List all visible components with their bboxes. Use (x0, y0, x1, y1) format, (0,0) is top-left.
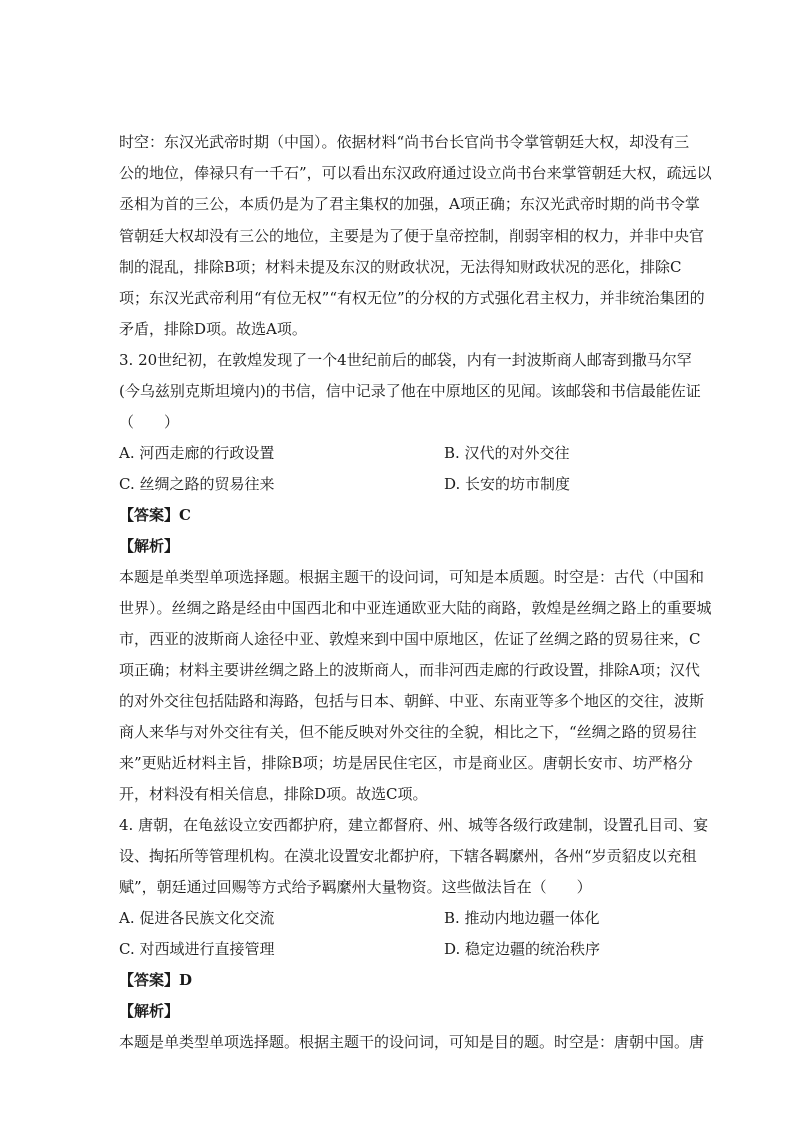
question-3-analysis-label: 【解析】 (119, 537, 180, 555)
question-4-option-d: D. 稳定边疆的统治秩序 (444, 940, 601, 958)
text-line: 矛盾，排除D项。故选A项。 (119, 320, 307, 338)
question-3-analysis: 本题是单类型单项选择题。根据主题干的设问词，可知是本质题。时空是：古代（中国和 (119, 568, 705, 586)
question-3-analysis: 开，材料没有相关信息，排除D项。故选C项。 (119, 785, 428, 803)
question-3-analysis: 世界）。丝绸之路是经由中国西北和中亚连通欧亚大陆的商路，敦煌是丝绸之路上的重要城 (119, 599, 712, 617)
question-4-option-a: A. 促进各民族文化交流 (119, 909, 275, 927)
text-line: 制的混乱，排除B项；材料未提及东汉的财政状况，无法得知财政状况的恶化，排除C (119, 258, 682, 276)
text-line: 管朝廷大权却没有三公的地位，主要是为了便于皇帝控制，削弱宰相的权力，并非中央官 (119, 227, 705, 245)
text-line: 公的地位，俸禄只有一千石”，可以看出东汉政府通过设立尚书台来掌管朝廷大权，疏远以 (119, 164, 712, 182)
question-3-option-c: C. 丝绸之路的贸易往来 (119, 475, 275, 493)
question-3-option-b: B. 汉代的对外交往 (444, 444, 570, 462)
question-3-option-a: A. 河西走廊的行政设置 (119, 444, 275, 462)
text-line: 丞相为首的三公，本质仍是为了君主集权的加强，A项正确；东汉光武帝时期的尚书令掌 (119, 195, 700, 213)
question-4-option-c: C. 对西域进行直接管理 (119, 940, 275, 958)
question-4-stem: 赋”，朝廷通过回赐等方式给予羁縻州大量物资。这些做法旨在（ ） (119, 878, 592, 896)
question-3-stem: (今乌兹别克斯坦境内)的书信，信中记录了他在中原地区的见闻。该邮袋和书信最能佐证 (119, 382, 701, 400)
question-4-option-b: B. 推动内地边疆一体化 (444, 909, 600, 927)
question-4-stem: 4. 唐朝，在龟兹设立安西都护府，建立都督府、州、城等各级行政建制，设置孔目司、宴 (119, 816, 709, 834)
question-3-stem: 3. 20世纪初，在敦煌发现了一个4世纪前后的邮袋，内有一封波斯商人邮寄到撒马尔罕 (119, 351, 692, 369)
question-4-analysis-label: 【解析】 (119, 1002, 180, 1020)
question-3-analysis: 来”更贴近材料主旨，排除B项；坊是居民住宅区，市是商业区。唐朝长安市、坊严格分 (119, 754, 693, 772)
question-3-option-d: D. 长安的坊市制度 (444, 475, 571, 493)
question-4-answer: 【答案】D (119, 971, 193, 989)
question-4-stem: 设、掏拓所等管理机构。在漠北设置安北都护府，下辖各羁縻州，各州“岁贡貂皮以充租 (119, 847, 697, 865)
question-4-analysis: 本题是单类型单项选择题。根据主题干的设问词，可知是目的题。时空是：唐朝中国。唐 (119, 1033, 705, 1051)
question-3-analysis: 商人来华与对外交往有关，但不能反映对外交往的全貌，相比之下，“丝绸之路的贸易往 (119, 723, 697, 741)
text-line: 时空：东汉光武帝时期（中国）。依据材料“尚书台长官尚书令掌管朝廷大权，却没有三 (119, 133, 690, 151)
question-3-stem: （ ） (119, 413, 180, 431)
text-line: 项；东汉光武帝利用“有位无权”“有权无位”的分权的方式强化君主权力，并非统治集团的 (119, 289, 705, 307)
question-3-analysis: 市，西亚的波斯商人途径中亚、敦煌来到中国中原地区，佐证了丝绸之路的贸易往来，C (119, 630, 701, 648)
question-3-analysis: 的对外交往包括陆路和海路，包括与日本、朝鲜、中亚、东南亚等多个地区的交往，波斯 (119, 692, 705, 710)
question-3-analysis: 项正确；材料主要讲丝绸之路上的波斯商人，而非河西走廊的行政设置，排除A项；汉代 (119, 661, 700, 679)
question-3-answer: 【答案】C (119, 506, 191, 524)
